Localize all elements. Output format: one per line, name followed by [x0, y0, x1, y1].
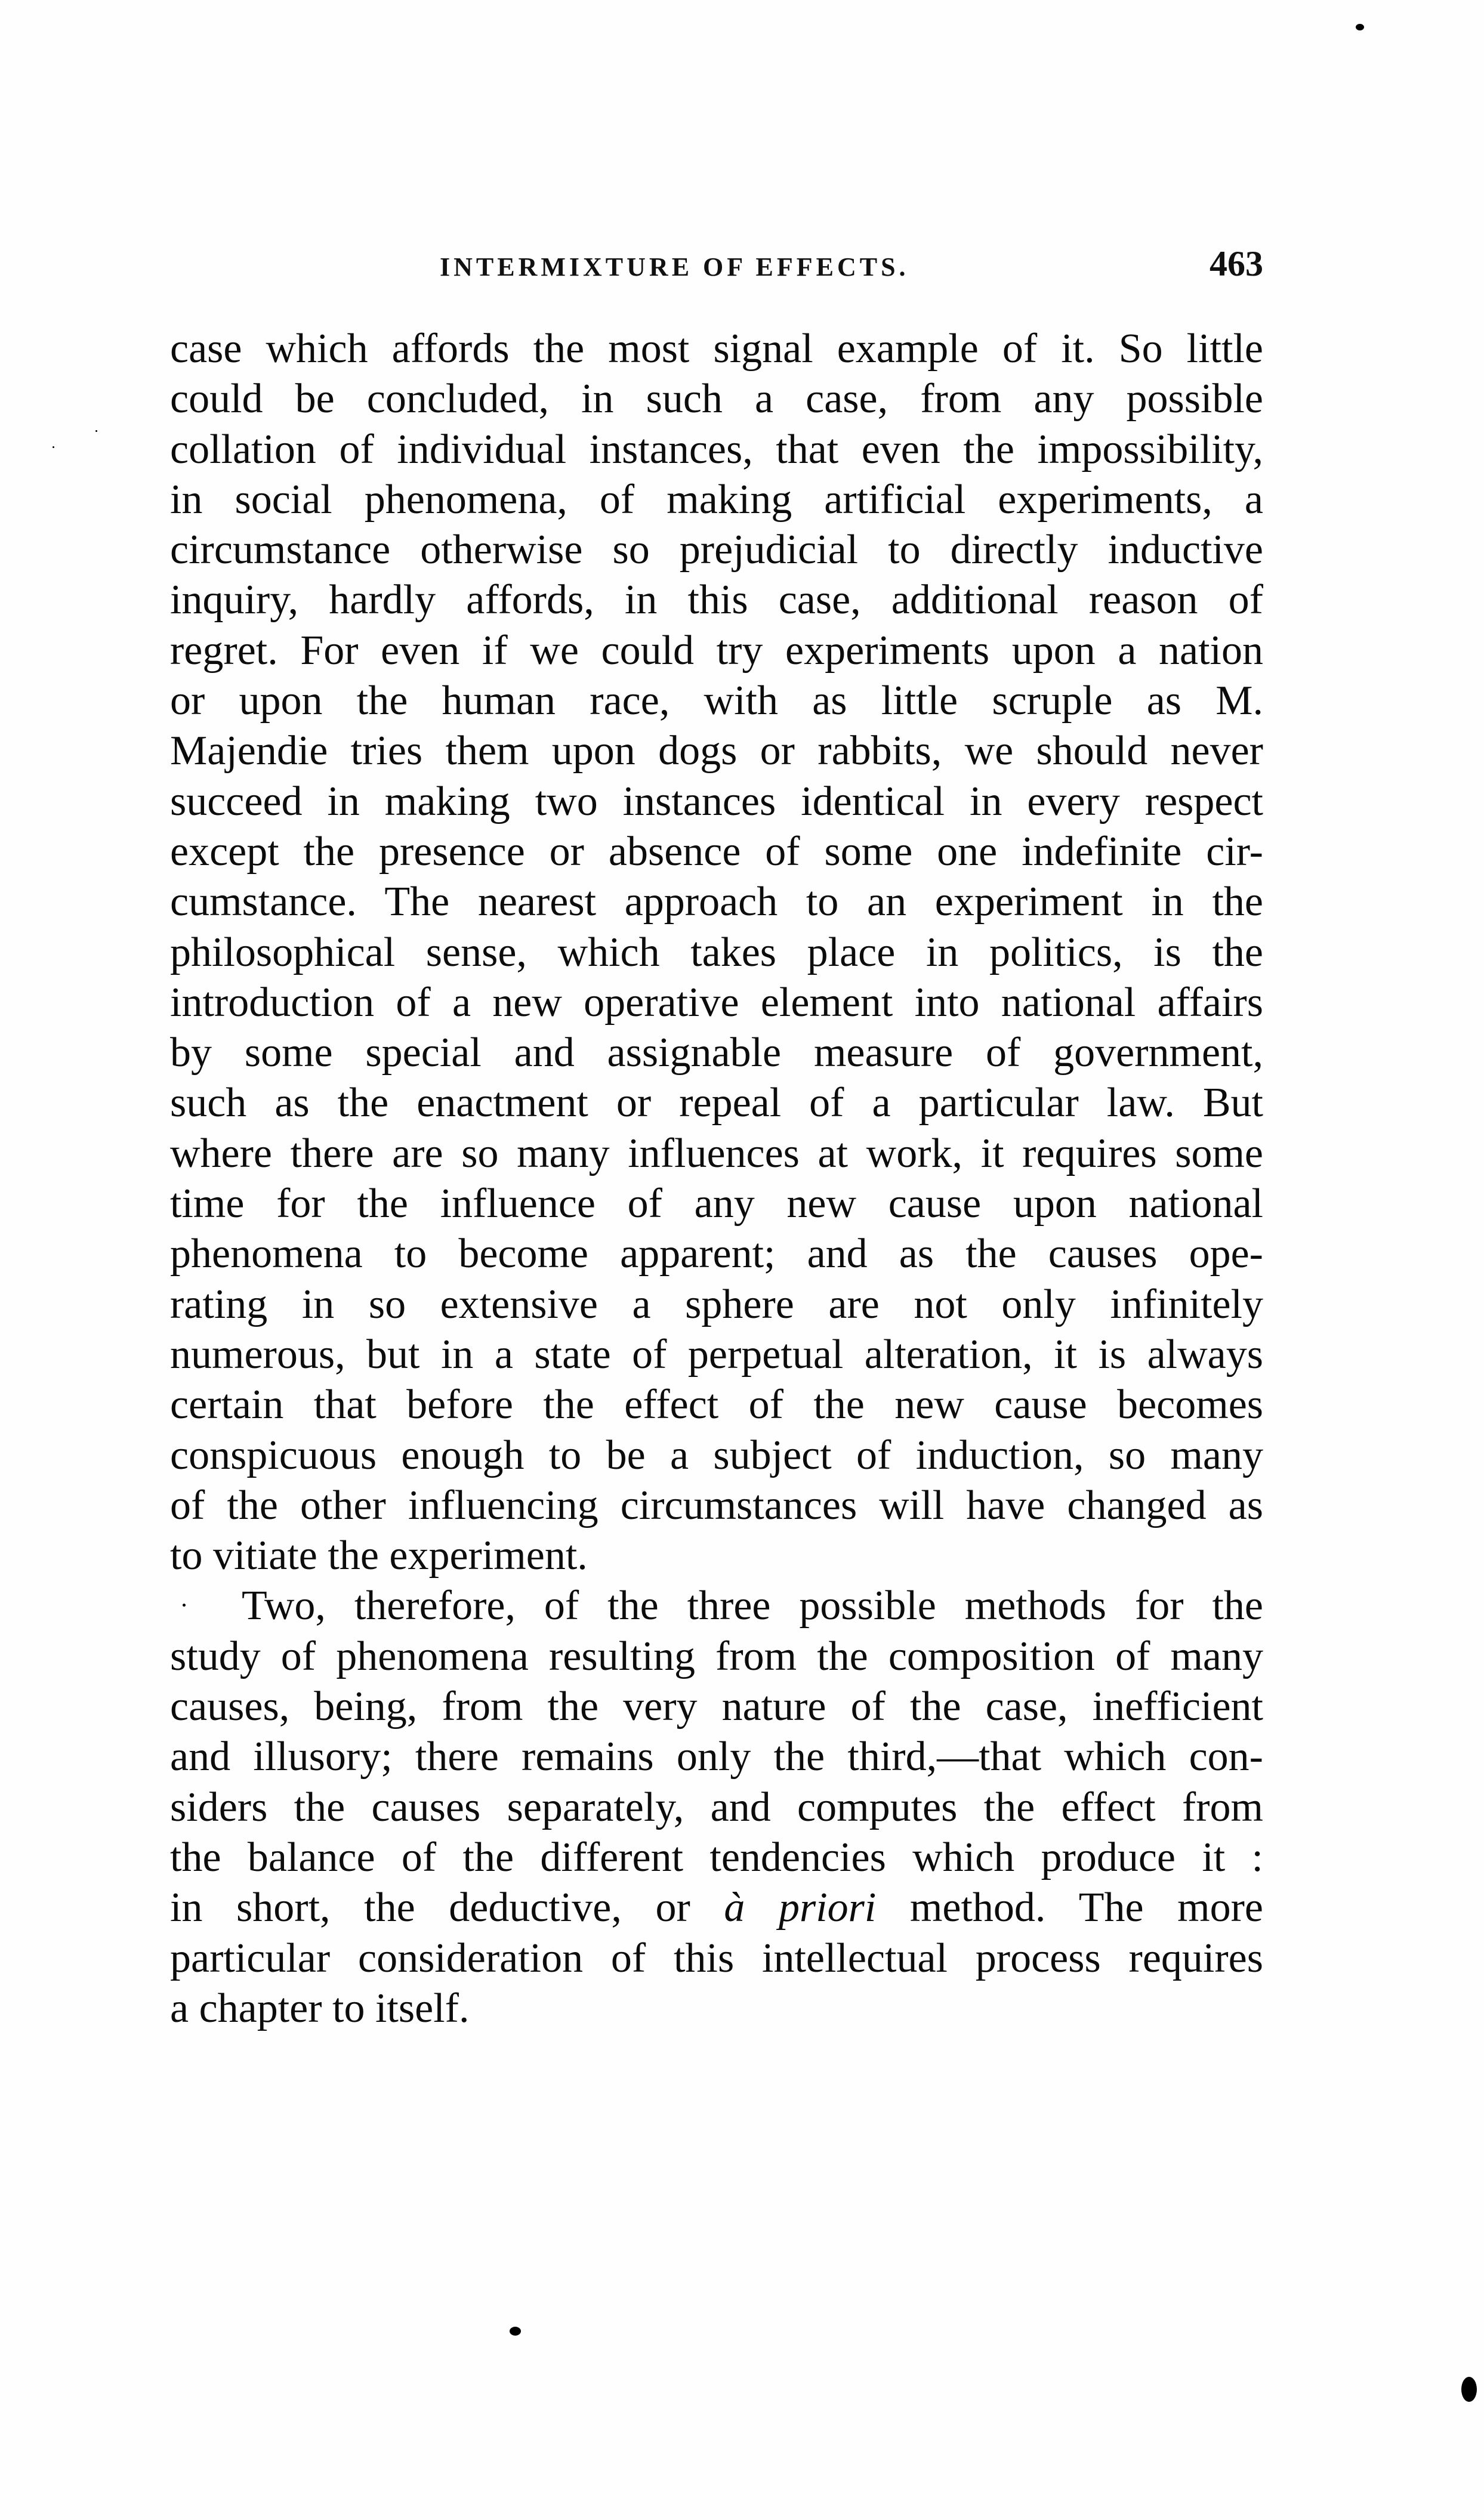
ink-speck: [183, 1604, 186, 1607]
text-line: could be concluded, in such a case, from any possible: [170, 376, 1263, 422]
text-line: causes, being, from the very nature of the case, inefficient: [170, 1684, 1263, 1730]
text-line: certain that before the effect of the new cause becomes: [170, 1382, 1263, 1428]
text-segment: method. The more: [876, 1885, 1263, 1931]
text-line: rating in so extensive a sphere are not only infinitely: [170, 1281, 1263, 1327]
text-line: time for the influence of any new cause upon national: [170, 1181, 1263, 1227]
text-line: to vitiate the experiment.: [170, 1533, 588, 1579]
text-line: a chapter to itself.: [170, 1985, 470, 2031]
paragraph-1: [170, 324, 1263, 1581]
text-line: case which affords the most signal example of it. So little: [170, 326, 1263, 372]
text-line: succeed in making two instances identical in every respect: [170, 778, 1263, 824]
text-line: phenomena to become apparent; and as the causes ope-: [170, 1231, 1263, 1277]
ink-speck: [510, 2327, 521, 2336]
text-line: philosophical sense, which takes place in politics, is the: [170, 929, 1263, 975]
ink-speck: [95, 430, 97, 432]
text-line: particular consideration of this intellectual process requires: [170, 1935, 1263, 1981]
text-line: the balance of the different tendencies which produce it :: [170, 1834, 1263, 1880]
text-line: circumstance otherwise so prejudicial to directly inductive: [170, 527, 1263, 573]
running-head: [170, 243, 1263, 285]
text-line-with-italic: [170, 1883, 1263, 1933]
text-line: introduction of a new operative element into national affairs: [170, 979, 1263, 1026]
text-line: Two, therefore, of the three possible methods for the: [242, 1583, 1263, 1629]
body-text: [170, 324, 1263, 2034]
text-line: inquiry, hardly affords, in this case, additional reason of: [170, 577, 1263, 623]
text-line: regret. For even if we could try experiments upon a nation: [170, 627, 1263, 674]
running-title: INTERMIXTURE OF EFFECTS.: [440, 252, 909, 282]
text-line: except the presence or absence of some one indefinite cir-: [170, 828, 1263, 875]
text-line: such as the enactment or repeal of a particular law. But: [170, 1080, 1263, 1126]
ink-speck: [53, 446, 54, 448]
page-number: 463: [1210, 244, 1263, 283]
text-line: cumstance. The nearest approach to an experiment in the: [170, 879, 1263, 925]
text-line: collation of individual instances, that even the impossibility,: [170, 426, 1263, 472]
text-segment: in short, the deductive, or: [170, 1885, 724, 1931]
text-line: of the other influencing circumstances will have changed as: [170, 1482, 1263, 1528]
ink-speck: [1461, 2377, 1477, 2402]
text-line: and illusory; there remains only the third,—that which con-: [170, 1734, 1263, 1780]
ink-speck: [1356, 24, 1364, 30]
text-line: siders the causes separately, and computes the effect from: [170, 1784, 1263, 1830]
text-line: numerous, but in a state of perpetual alteration, it is always: [170, 1331, 1263, 1378]
text-line: by some special and assignable measure of government,: [170, 1030, 1263, 1076]
text-line: Majendie tries them upon dogs or rabbits, we should never: [170, 728, 1263, 774]
text-line: in social phenomena, of making artificial experiments, a: [170, 476, 1263, 523]
italic-phrase: à priori: [724, 1885, 877, 1931]
text-line: conspicuous enough to be a subject of induction, so many: [170, 1432, 1263, 1478]
text-line: where there are so many influences at work, it requires some: [170, 1130, 1263, 1176]
paragraph-2: [170, 1581, 1263, 2034]
text-line: study of phenomena resulting from the composition of many: [170, 1633, 1263, 1679]
text-line: or upon the human race, with as little scruple as M.: [170, 678, 1263, 724]
